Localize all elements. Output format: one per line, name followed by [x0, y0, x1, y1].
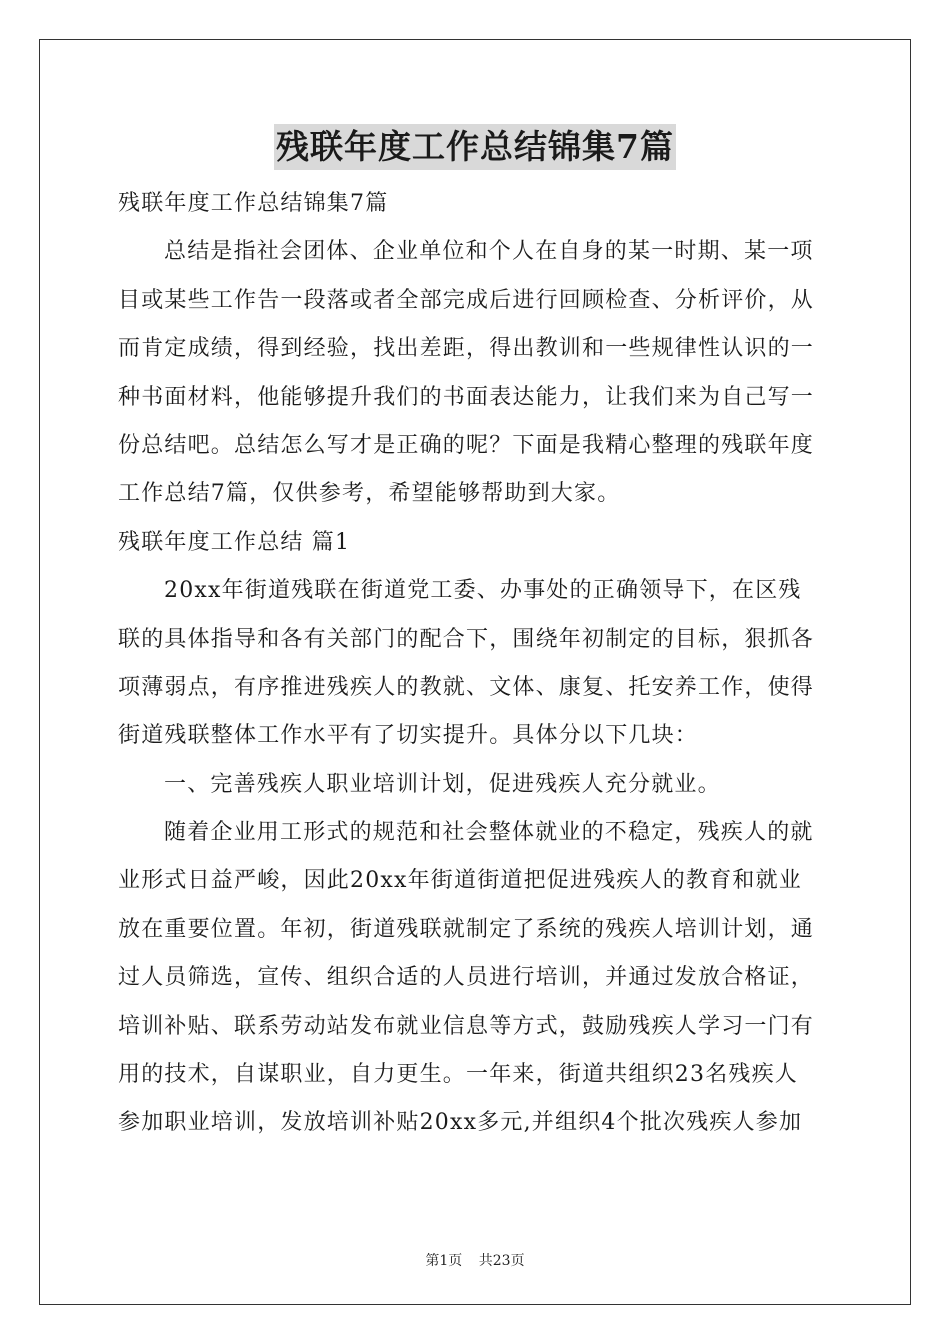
- text-line: 份总结吧。总结怎么写才是正确的呢？下面是我精心整理的残联年度: [118, 432, 815, 458]
- text-line: 种书面材料，他能够提升我们的书面表达能力，让我们来为自己写一: [118, 384, 815, 410]
- text-line: 残联年度工作总结锦集7篇: [118, 191, 389, 216]
- text-line: 项薄弱点，有序推进残疾人的教就、文体、康复、托安养工作，使得: [118, 674, 815, 700]
- title-container: [0, 124, 950, 170]
- text-line: 街道残联整体工作水平有了切实提升。具体分以下几块：: [118, 723, 699, 749]
- text-line: 联的具体指导和各有关部门的配合下，围绕年初制定的目标，狠抓各: [118, 626, 815, 652]
- text-line: 残联年度工作总结 篇1: [118, 529, 351, 555]
- page-number-total: 共23页: [478, 1253, 525, 1269]
- document-body: [118, 180, 834, 1148]
- text-line: 业形式日益严峻，因此20xx年街道街道把促进残疾人的教育和就业: [118, 868, 803, 894]
- text-line: 而肯定成绩，得到经验，找出差距，得出教训和一些规律性认识的一: [118, 336, 815, 362]
- page-footer: [0, 1250, 950, 1270]
- text-line: 用的技术，自谋职业，自力更生。一年来，街道共组织23名残疾人: [118, 1062, 798, 1088]
- document-title: 残联年度工作总结锦集7篇: [274, 124, 676, 170]
- text-line: 工作总结7篇，仅供参考，希望能够帮助到大家。: [118, 481, 621, 507]
- text-line: 参加职业培训，发放培训补贴20xx多元,并组织4个批次残疾人参加: [118, 1110, 803, 1136]
- text-line: 培训补贴、联系劳动站发布就业信息等方式，鼓励残疾人学习一门有: [118, 1013, 815, 1039]
- text-line: 目或某些工作告一段落或者全部完成后进行回顾检查、分析评价，从: [118, 287, 815, 313]
- text-line: 总结是指社会团体、企业单位和个人在自身的某一时期、某一项: [164, 239, 814, 265]
- text-line: 一、完善残疾人职业培训计划，促进残疾人充分就业。: [164, 771, 721, 797]
- text-line: 放在重要位置。年初，街道残联就制定了系统的残疾人培训计划，通: [118, 916, 815, 942]
- text-line: 20xx年街道残联在街道党工委、办事处的正确领导下，在区残: [164, 578, 802, 604]
- page-number-current: 第1页: [425, 1253, 463, 1269]
- text-line: 过人员筛选，宣传、组织合适的人员进行培训，并通过发放合格证，: [118, 965, 815, 991]
- text-line: 随着企业用工形式的规范和社会整体就业的不稳定，残疾人的就: [164, 820, 814, 846]
